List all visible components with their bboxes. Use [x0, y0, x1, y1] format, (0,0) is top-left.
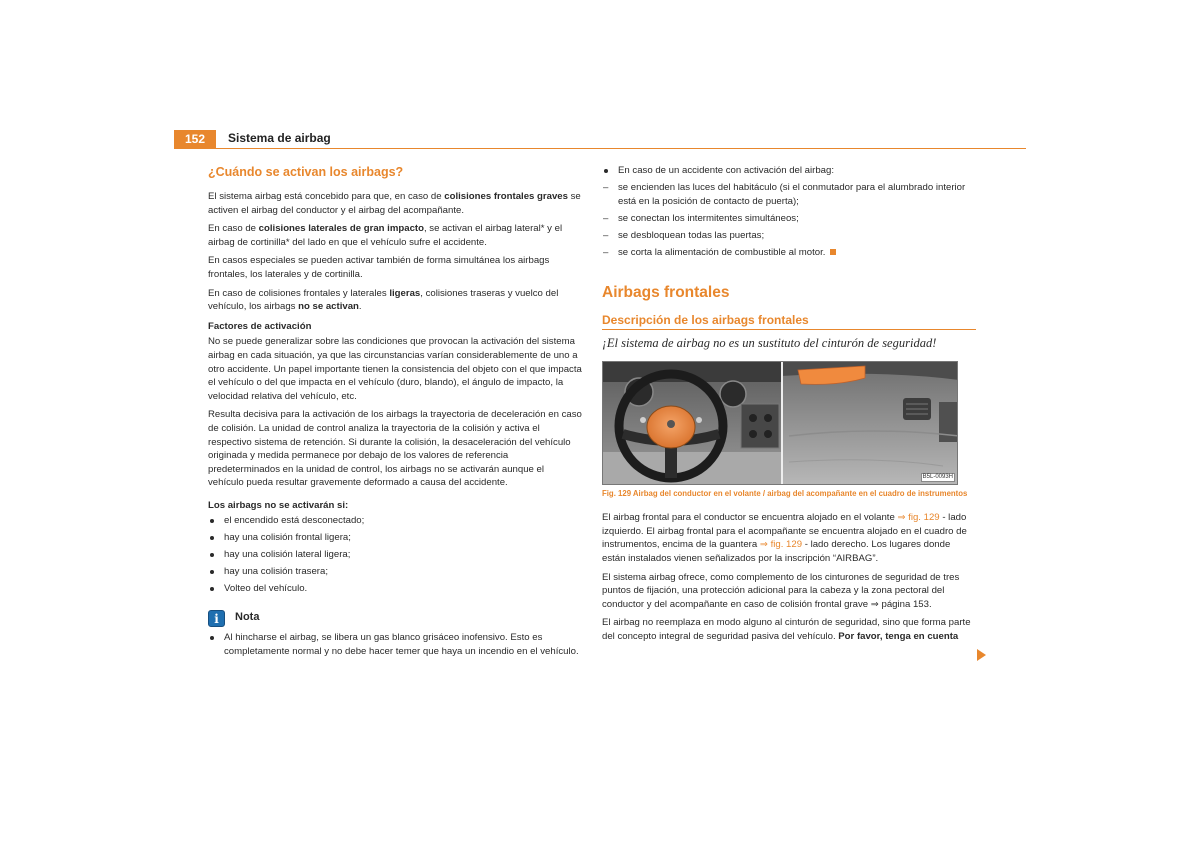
list-item: – se encienden las luces del habitáculo (si el conmutador para el alumbrado interior está en la posición de contacto de puerta);	[602, 181, 976, 208]
nota-title: Nota	[235, 611, 260, 624]
list-item: – se desbloquean todas las puertas;	[602, 229, 976, 243]
figure-airbag-image	[602, 361, 958, 485]
paragraph-ubicacion: El airbag frontal para el conductor se encuentra alojado en el volante ⇒ fig. 129 - lado izquierdo. El airbag frontal para el acompañante se encuentra alojado en el cuadro de instrumentos, encima de la guantera ⇒ fig. 129 - lado derecho. Los lugares donde están instalados vienen señalizados por la inscripción “AIRBAG”.	[602, 512, 967, 564]
nota-text: Al hincharse el airbag, se libera un gas blanco grisáceo inofensivo. Esto es completamente normal y no debe hacer temer que haya un incendio en el vehículo.	[208, 631, 582, 658]
left-column	[208, 164, 582, 662]
nota-header	[208, 608, 582, 628]
subheading-factores: Factores de activación	[208, 320, 312, 332]
dashboard-illustration	[603, 362, 958, 485]
page-header	[174, 127, 1026, 149]
heading-cuando-se-activan: ¿Cuándo se activan los airbags?	[208, 165, 404, 179]
list-item: – se corta la alimentación de combustible al motor.	[602, 246, 976, 260]
accident-list	[602, 181, 976, 259]
figure-caption: Fig. 129 Airbag del conductor en el volante / airbag del acompañante en el cuadro de instrumentos	[602, 489, 968, 499]
list-item: hay una colisión trasera;	[208, 565, 582, 579]
subheading-no-activaran: Los airbags no se activarán si:	[208, 499, 349, 511]
paragraph-factores: No se puede generalizar sobre las condiciones que provocan la activación del sistema airbag en cada situación, ya que las circunstancias varían considerablemente de uno a otro accidente. Un papel importante tienen la consistencia del objeto con el que impacta el vehículo o del que impacta en el vehículo (duro, blando), el ángulo de impacto, la velocidad relativa del vehículo, etc.	[208, 336, 582, 402]
page-number: 152	[174, 130, 216, 149]
list-item: Volteo del vehículo.	[208, 582, 582, 596]
list-item: hay una colisión frontal ligera;	[208, 531, 582, 545]
heading-descripcion: Descripción de los airbags frontales	[602, 313, 976, 330]
paragraph-casos-especiales: En casos especiales se pueden activar también de forma simultánea los airbags frontales, los laterales y de cortinilla.	[208, 255, 550, 280]
paragraph-no-reemplaza: El airbag no reemplaza en modo alguno al cinturón de seguridad, sino que forma parte del concepto integral de seguridad pasiva del vehículo. Por favor, tenga en cuenta	[602, 617, 971, 642]
end-of-section-square-icon	[830, 249, 836, 255]
figure-code: B5L-0093H	[922, 474, 953, 481]
list-item: el encendido está desconectado;	[208, 514, 582, 528]
paragraph-proteccion: El sistema airbag ofrece, como complemento de los cinturones de seguridad de tres puntos de fijación, una protección adicional para la cabeza y la zona pectoral del conductor y del acompañante en caso de colisión frontal grave ⇒ página 153.	[602, 571, 960, 610]
paragraph-colisiones-laterales: En caso de colisiones laterales de gran impacto, se activan el airbag lateral* y el airbag de cortinilla* del lado en que el vehículo sufre el accidente.	[208, 223, 563, 248]
info-icon: i	[208, 610, 225, 627]
list-item: – se conectan los intermitentes simultáneos;	[602, 212, 976, 226]
paragraph-trayectoria: Resulta decisiva para la activación de los airbags la trayectoria de deceleración en caso de colisión. La unidad de control analiza la trayectoria de la colisión y activa el respectivo sistema de retención. Si durante la colisión, la desaceleración del vehículo originada y medida permanece por debajo de los valores de referencia predeterminados en la unidad de control, los airbags no se activarán aunque el vehículo pueda resultar gravemente deformado a causa del accidente.	[208, 409, 582, 489]
heading-airbags-frontales: Airbags frontales	[602, 284, 730, 302]
continue-arrow-icon	[977, 649, 986, 661]
figure-ref-link[interactable]: ⇒ fig. 129	[897, 512, 940, 524]
section-title: Sistema de airbag	[228, 131, 331, 145]
lead-warning: ¡El sistema de airbag no es un sustituto del cinturón de seguridad!	[602, 336, 937, 351]
figure-ref-link[interactable]: ⇒ fig. 129	[759, 539, 803, 551]
list-no-activaran	[208, 514, 582, 596]
paragraph-colisiones-frontales: El sistema airbag está concebido para que, en caso de colisiones frontales graves se activen el airbag del conductor y el airbag del acompañante.	[208, 191, 581, 216]
paragraph-no-se-activan: En caso de colisiones frontales y laterales ligeras, colisiones traseras y vuelco del vehículo, los airbags no se activan.	[208, 287, 559, 313]
accident-bullet: En caso de un accidente con activación del airbag:	[602, 164, 976, 178]
right-column	[602, 164, 976, 648]
list-item: hay una colisión lateral ligera;	[208, 548, 582, 562]
